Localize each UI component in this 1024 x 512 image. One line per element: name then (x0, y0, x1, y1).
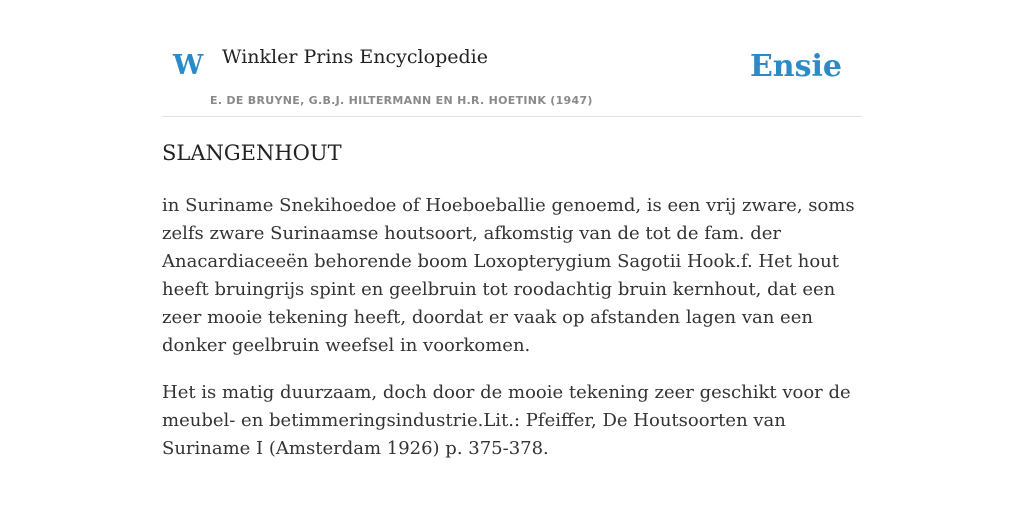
encyclopedia-title[interactable]: Winkler Prins Encyclopedie (222, 46, 488, 68)
winkler-prins-logo-icon[interactable]: W (173, 50, 204, 81)
entry-content (162, 192, 862, 482)
entry-paragraph-1: in Suriname Snekihoedoe of Hoeboeballie genoemd, is een vrij zware, soms zelfs zware Surinaamse houtsoort, afkomstig van de tot de fam. der Anacardiaceeën behorende boom Loxopterygium Sagotii Hook.f. Het hout heeft bruingrijs spint en geelbruin tot roodachtig bruin kernhout, dat een zeer mooie tekening heeft, doordat er vaak op afstanden lagen van een donker geelbruin weefsel in voorkomen. (162, 195, 855, 356)
entry-paragraph-2: Het is matig duurzaam, doch door de mooie tekening zeer geschikt voor de meubel- en betimmeringsindustrie.Lit.: Pfeiffer, De Houtsoorten van Suriname I (Amsterdam 1926) p. 375-378. (162, 382, 851, 459)
entry-title: SLANGENHOUT (162, 141, 342, 165)
authors-line: E. DE BRUYNE, G.B.J. HILTERMANN EN H.R. HOETINK (1947) (210, 94, 593, 107)
header (162, 0, 862, 117)
ensie-logo-link[interactable]: Ensie (749, 49, 842, 84)
